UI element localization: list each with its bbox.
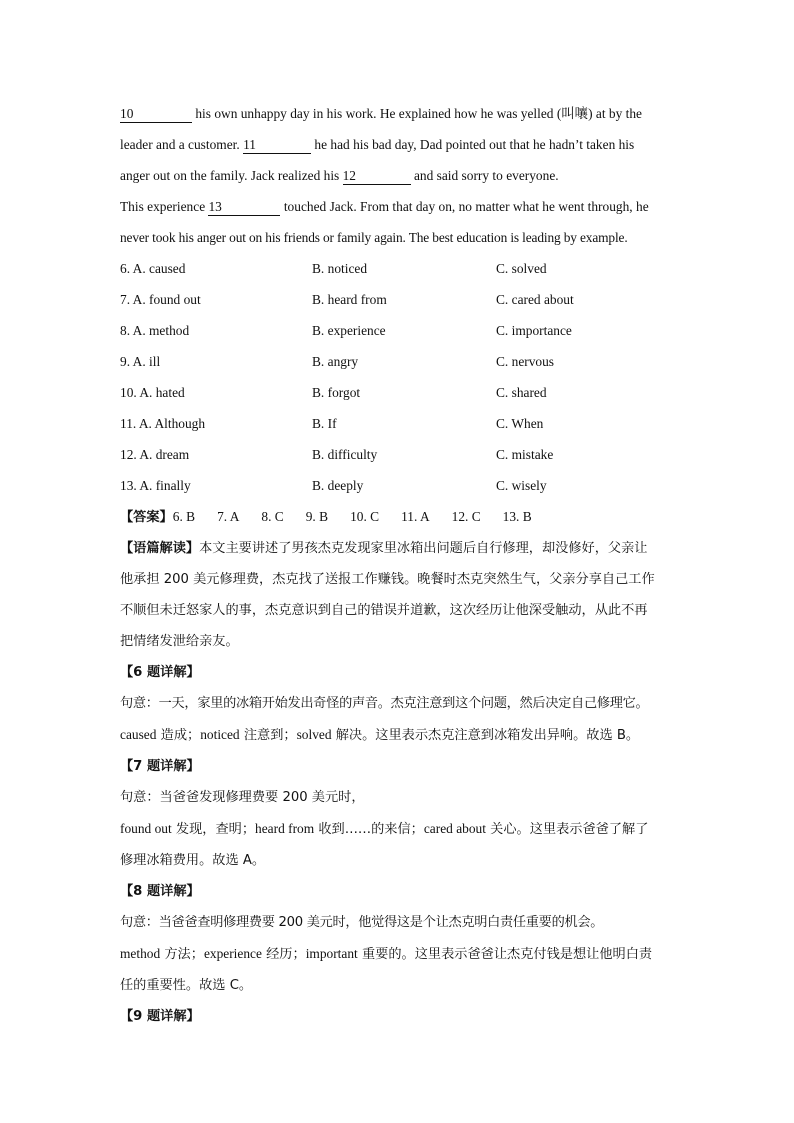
document-page: [120, 98, 676, 1032]
answer-item: 10. C: [350, 509, 380, 524]
answer-item: 9. B: [305, 509, 329, 524]
q6-line-1: 句意：一天，家里的冰箱开始发出奇怪的声音。杰克注意到这个问题，然后决定自己修理它。: [120, 696, 649, 711]
option-row-10: 10. A. hated B. forgot C. shared: [120, 385, 547, 400]
answer-item: 12. C: [451, 509, 481, 524]
q8-line-2: method 方法；experience 经历；important 重要的。这里表示爸爸让杰克付钱是想让他明白责: [120, 946, 653, 962]
option-row-11: 11. A. Although B. If C. When: [120, 416, 544, 431]
q8-line-3: 任的重要性。故选 C。: [120, 978, 253, 993]
answer-key: [120, 501, 676, 533]
answer-item: 7. A: [217, 509, 240, 524]
reading-summary-line-4: 把情绪发泄给亲友。: [120, 634, 239, 649]
answer-item: 13. B: [502, 509, 532, 524]
q7-line-1: 句意：当爸爸发现修理费要 200 美元时，: [120, 790, 365, 805]
q7-line-2: found out 发现，查明；heard from 收到……的来信；cared about 关心。这里表示爸爸了解了: [120, 821, 649, 837]
option-row-7: 7. A. found out B. heard from C. cared about: [120, 292, 574, 307]
answer-item: 11. A: [401, 509, 430, 524]
passage-line-2: leader and a customer. 11 he had his bad day, Dad pointed out that he hadn’t taken his: [120, 137, 635, 152]
option-row-6: 6. A. caused B. noticed C. solved: [120, 261, 547, 276]
reading-tag: 【语篇解读】: [120, 541, 200, 556]
answer-item: 6. B: [172, 509, 196, 524]
q6-line-2: caused 造成；noticed 注意到；solved 解决。这里表示杰克注意到冰箱发出异响。故选 B。: [120, 727, 640, 743]
option-row-13: 13. A. finally B. deeply C. wisely: [120, 478, 547, 493]
option-row-9: 9. A. ill B. angry C. nervous: [120, 354, 555, 369]
reading-summary-line-3: 不顺但未迁怒家人的事，杰克意识到自己的错误并道歉，这次经历让他深受触动，从此不再: [120, 603, 648, 618]
option-row-12: 12. A. dream B. difficulty C. mistake: [120, 447, 554, 462]
passage-line-4: This experience 13 touched Jack. From that day on, no matter what he went through, he: [120, 199, 649, 214]
blank-13: 13: [208, 198, 280, 216]
passage-line-3: anger out on the family. Jack realized his 12 and said sorry to everyone.: [120, 168, 559, 183]
options-list: [120, 253, 676, 501]
q6-heading: 【6 题详解】: [120, 665, 200, 680]
q7-line-3: 修理冰箱费用。故选 A。: [120, 853, 266, 868]
q8-line-1: 句意：当爸爸查明修理费要 200 美元时，他觉得这是个让杰克明白责任重要的机会。: [120, 915, 604, 930]
answer-item: 8. C: [261, 509, 284, 524]
blank-10: 10: [120, 105, 192, 123]
blank-12: 12: [343, 167, 411, 185]
blank-11: 11: [243, 136, 311, 154]
q8-heading: 【8 题详解】: [120, 884, 200, 899]
option-row-8: 8. A. method B. experience C. importance: [120, 323, 572, 338]
passage-line-5: never took his anger out on his friends or family again. The best education is leading by example.: [120, 230, 628, 245]
q9-heading: 【9 题详解】: [120, 1009, 200, 1024]
q7-heading: 【7 题详解】: [120, 759, 200, 774]
reading-summary-line-1: 【语篇解读】本文主要讲述了男孩杰克发现家里冰箱出问题后自行修理，却没修好，父亲让: [120, 541, 648, 556]
answer-tag: 【答案】: [120, 510, 173, 525]
passage-line-1: 10 his own unhappy day in his work. He explained how he was yelled (叫嚷) at by the: [120, 106, 642, 121]
reading-summary-line-2: 他承担 200 美元修理费，杰克找了送报工作赚钱。晚餐时杰克突然生气，父亲分享自己工作: [120, 572, 655, 587]
